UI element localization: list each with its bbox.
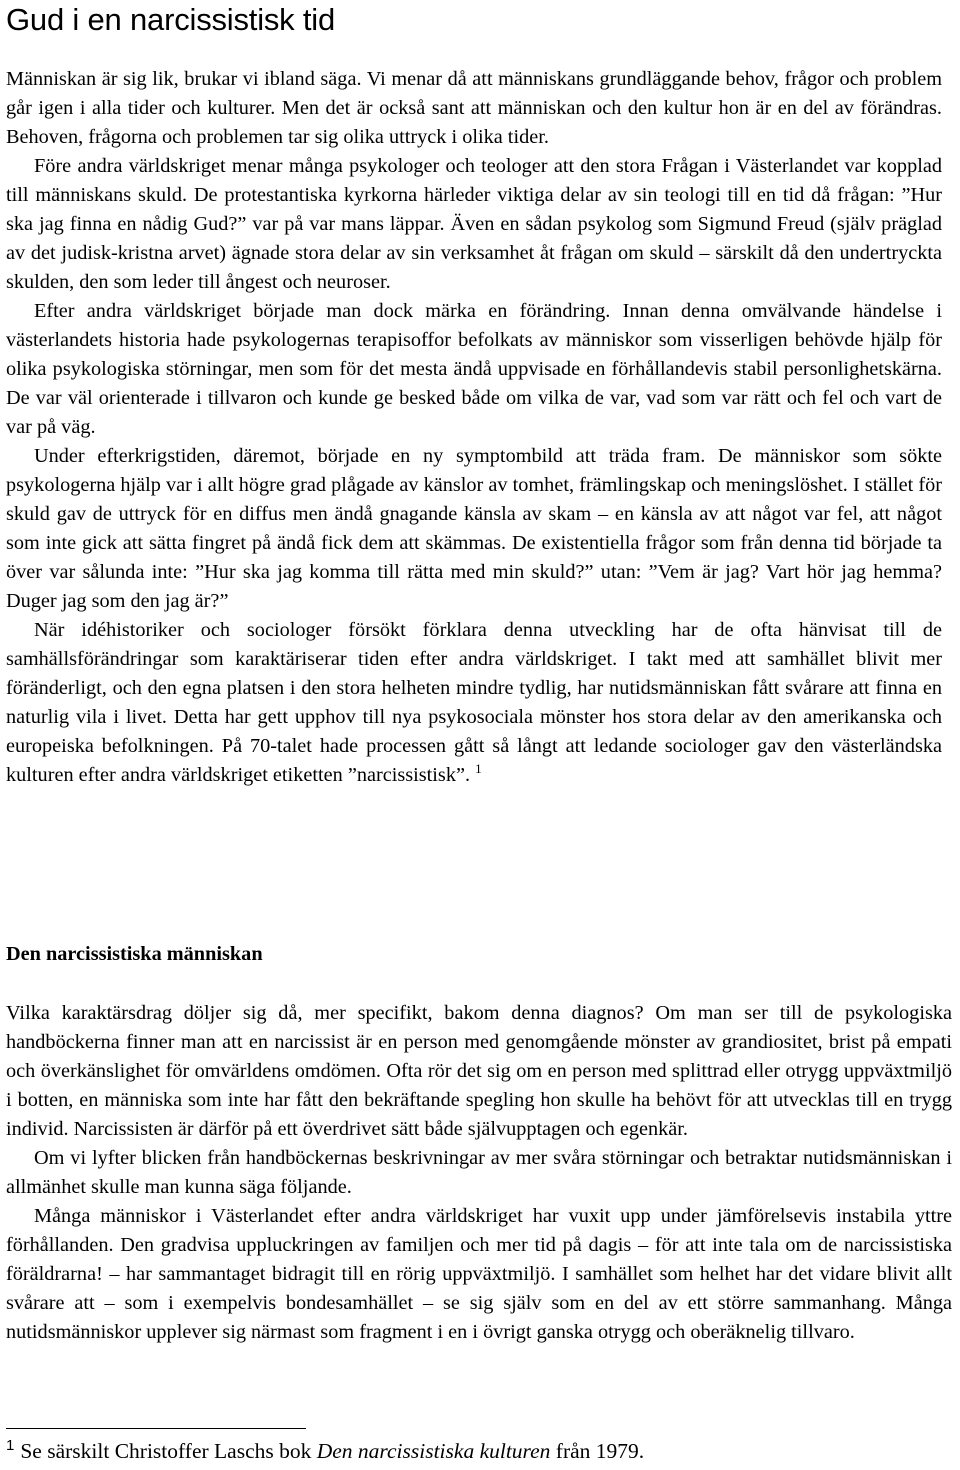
- footnote-divider: [6, 1428, 306, 1429]
- section-heading: Den narcissistiska människan: [6, 943, 263, 965]
- paragraph-text: När idéhistoriker och sociologer försökt förklara denna utveckling har de ofta hänvisat till de samhällsförändringar som karaktäriserar tiden efter andra världskriget. I takt med att samhället blivit mer föränderligt, och den egna platsen i den stora helheten mindre tydlig, har nutidsmänniskan fått svårare att finna en naturlig vila i livet. Detta har gett upphov till nya psykosociala mönster hos stora delar av den amerikanska och europeiska befolkningen. På 70-talet hade processen gått så långt att ledande sociologer gav den västerländska kulturen efter andra världskriget etiketten ”narcissistisk”.: [6, 619, 942, 786]
- paragraph: Vilka karaktärsdrag döljer sig då, mer specifikt, bakom denna diagnos? Om man ser till de psykologiska handböckerna finner man att en narcissist är en person med genomgående mönster av grandiositet, brist på empati och överkänslighet för omvärldens omdömen. Ofta rör det sig om en person med splittrad eller otrygg uppväxtmiljö i botten, en människa som inte har fått den bekräftande spegling hon skulle ha behövt för att utvecklas till en trygg individ. Narcissisten är därför på ett överdrivet sätt både självupptagen och egenkär.: [6, 1002, 952, 1140]
- paragraph: [6, 616, 942, 790]
- section-narcissistic-human: [6, 999, 952, 1347]
- paragraph: Många människor i Västerlandet efter andra världskriget har vuxit upp under jämförelsevis instabila yttre förhållanden. Den gradvisa uppluckringen av familjen och mer tid på dagis – för att inte tala om de narcissistiska föräldrarna! – har sammantaget bidragit till en rörig uppväxtmiljö. I samhället som helhet har det vidare blivit allt svårare att – som i exempelvis bondesamhället – se sig själv som en del av ett större sammanhang. Många nutidsmänniskor upplever sig närmast som fragment i en i övrigt ganska otrygg och oberäknelig tillvaro.: [6, 1205, 952, 1343]
- section-intro: [6, 65, 942, 790]
- paragraph: Under efterkrigstiden, däremot, började en ny symptombild att träda fram. De människor som sökte psykologerna hjälp var i allt högre grad plågade av känslor av tomhet, främlingskap och meningslöshet. I stället för skuld gav de uttryck för en diffus men ändå gnagande känsla av skam – en känsla av att något var fel, att något som inte gick att sätta fingret på ändå fick dem att skämmas. De existentiella frågor som från denna tid började ta över var sålunda inte: ”Hur ska jag komma till rätta med min skuld?” utan: ”Vem är jag? Vart hör jag hemma? Duger jag som den jag är?”: [6, 445, 942, 612]
- footnote-reference[interactable]: 1: [475, 761, 482, 777]
- footnote-text-end: från 1979.: [550, 1439, 645, 1463]
- paragraph: Efter andra världskriget började man dock märka en förändring. Innan denna omvälvande händelse i västerlandets historia hade psykologernas terapisoffor befolkats av människor som visserligen behövde hjälp för olika psykologiska störningar, men som för det mesta ändå uppvisade en förhållandevis stabil personlighetskärna. De var väl orienterade i tillvaron och kunde ge besked både om vilka de var, vad som var rätt och fel och vart de var på väg.: [6, 300, 942, 438]
- document-page: [6, 0, 956, 1463]
- paragraph: Människan är sig lik, brukar vi ibland säga. Vi menar då att människans grundläggande behov, frågor och problem går igen i alla tider och kulturer. Men det är också sant att människan och den kultur hon är en del av förändras. Behoven, frågorna och problemen tar sig olika uttryck i olika tider.: [6, 68, 942, 148]
- book-title: Den narcissistiska kulturen: [316, 1439, 551, 1463]
- paragraph: Om vi lyfter blicken från handböckernas beskrivningar av mer svåra störningar och betraktar nutidsmänniskan i allmänhet skulle man kunna säga följande.: [6, 1147, 952, 1198]
- paragraph: Före andra världskriget menar många psykologer och teologer att den stora Frågan i Västerlandet var kopplad till människans skuld. De protestantiska kyrkorna härleder viktiga delar av sin teologi till en tid då frågan: ”Hur ska jag finna en nådig Gud?” var på var mans läppar. Även en sådan psykolog som Sigmund Freud (själv präglad av det judisk-kristna arvet) ägnade stora delar av sin verksamhet åt frågan om skuld – särskilt då den undertryckta skulden, den som leder till ångest och neuroser.: [6, 155, 942, 293]
- footnote-number: 1: [6, 1436, 15, 1454]
- page-title: Gud i en narcissistisk tid: [6, 2, 336, 37]
- footnote: [6, 1436, 644, 1466]
- footnote-text: Se särskilt Christoffer Laschs bok: [20, 1439, 317, 1463]
